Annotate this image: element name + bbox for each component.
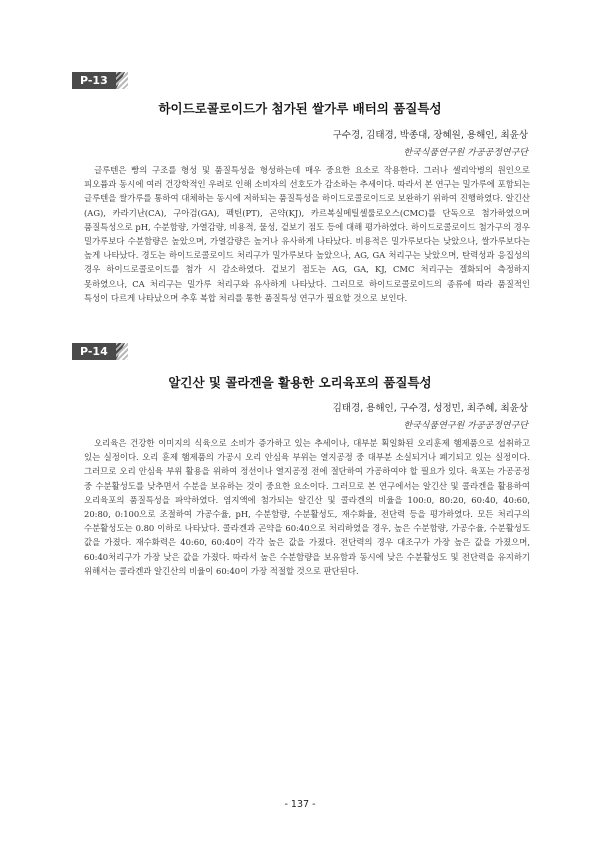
abstract-authors: 구수경, 김태경, 박종대, 장혜원, 용해인, 최윤상 bbox=[332, 130, 528, 141]
abstract-label: P-13 bbox=[72, 72, 116, 89]
abstract-authors: 김태경, 용해인, 구수경, 성정민, 최주혜, 최윤상 bbox=[332, 403, 528, 414]
abstract-label: P-14 bbox=[72, 343, 116, 360]
abstract-body: 오리육은 건강한 이미지의 식육으로 소비가 증가하고 있는 추세이나, 대부분 획일화된 오리훈제 햄제품으로 섭취하고 있는 실정이다. 오리 훈제 햄제품의 가공시 오리 안심육 부위는 열지공정 중 대부분 소실되거나 폐기되고 있는 실정이다. 그러므로 오리 안심육 부위 활용을 위하여 정선이나 열지공정 전에 절단하여 가공하여야 할 필요가 있다. 육포는 가공공정 중 수분활성도를 낮추면서 수분을 보유하는 것이 중요한 요소이다. 그러므로 본 연구에서는 알긴산 및 콜라겐을 활용하여 오리육포의 품질특성을 파악하였다. 염지액에 첨가되는 알긴산 및 콜라겐의 비율을 100:0, 80:20, 60:40, 40:60, 20:80, 0:100으로 조절하여 가공수율, pH, 수분함량, 수분활성도, 재수화율, 전단력 등을 평가하였다. 모든 처리구의 수분활성도는 0.80 이하로 나타났다. 콜라겐과 곤약을 60:40으로 처리하였을 경우, 높은 수분함량, 가공수율, 수분활성도 값을 가졌다. 재수화력은 40:60, 60:40이 각각 높은 값을 가졌다. 전단력의 경우 대조구가 가장 높은 값을 가졌으며, 60:40처리구가 가장 낮은 값을 가졌다. 따라서 높은 수분함량을 보유함과 동시에 낮은 수분활성도 및 전단력을 유지하기 위해서는 콜라겐과 알긴산의 비율이 60:40이 가장 적절할 것으로 판단된다. bbox=[84, 438, 530, 576]
abstract-title: 알긴산 및 콜라겐을 활용한 오리육포의 품질특성 bbox=[168, 375, 432, 390]
abstract-body: 글루텐은 빵의 구조를 형성 및 품질특성을 형성하는데 매우 중요한 요소로 작용한다. 그러나 셀리악병의 원인으로 피오륨과 동시에 여러 건강학적인 우려로 인해 소비자의 선호도가 감소하는 추세이다. 따라서 본 연구는 밀가루에 포함되는 글루텐을 쌀가루를 통하여 대체하는 동시에 저하되는 품질특성을 하이드로콜로이드로 보완하기 위하여 진행하였다. 알긴산(AG), 카라기난(CA), 구아검(GA), 펙틴(PT), 곤약(KJ), 카르복실메틸셀룰로오스(CMC)를 단독으로 첨가하였으며 품질특성으로 pH, 수분함량, 가열감량, 비용적, 물성, 겉보기 점도 등에 대해 평가하였다. 하이드로콜로이드 첨가구의 경우 밀가루보다 수분함량은 높았으며, 가열감량은 높거나 유사하게 나타났다. 비용적은 밀가루보다는 낮았으나, 쌀가루보다는 높게 나타났다. 경도는 하이드로콜로이드 처리구가 밀가루보다 높았으나, AG, GA 처리구는 낮았으며, 탄력성과 응집성의 경우 하이드로콜로이드를 첨가 시 감소하였다. 겉보기 점도는 AG, GA, KJ, CMC 처리구는 겔화되어 측정하지 못하였으나, CA 처리구는 밀가루 처리구와 유사하게 나타났다. 그러므로 하이드로콜로이드의 종류에 따라 품질적인 특성이 다르게 나타났으며 추후 복합 처리를 통한 품질특성 연구가 필요할 것으로 보인다. bbox=[84, 165, 530, 303]
abstract-affiliation: 한국식품연구원 가공공정연구단 bbox=[403, 421, 528, 431]
abstract-title: 하이드로콜로이드가 첨가된 쌀가루 배터의 품질특성 bbox=[158, 101, 442, 116]
abstract-affiliation: 한국식품연구원 가공공정연구단 bbox=[403, 148, 528, 158]
label-decoration bbox=[116, 343, 128, 360]
label-decoration bbox=[116, 72, 128, 89]
page-number: - 137 - bbox=[284, 799, 316, 810]
